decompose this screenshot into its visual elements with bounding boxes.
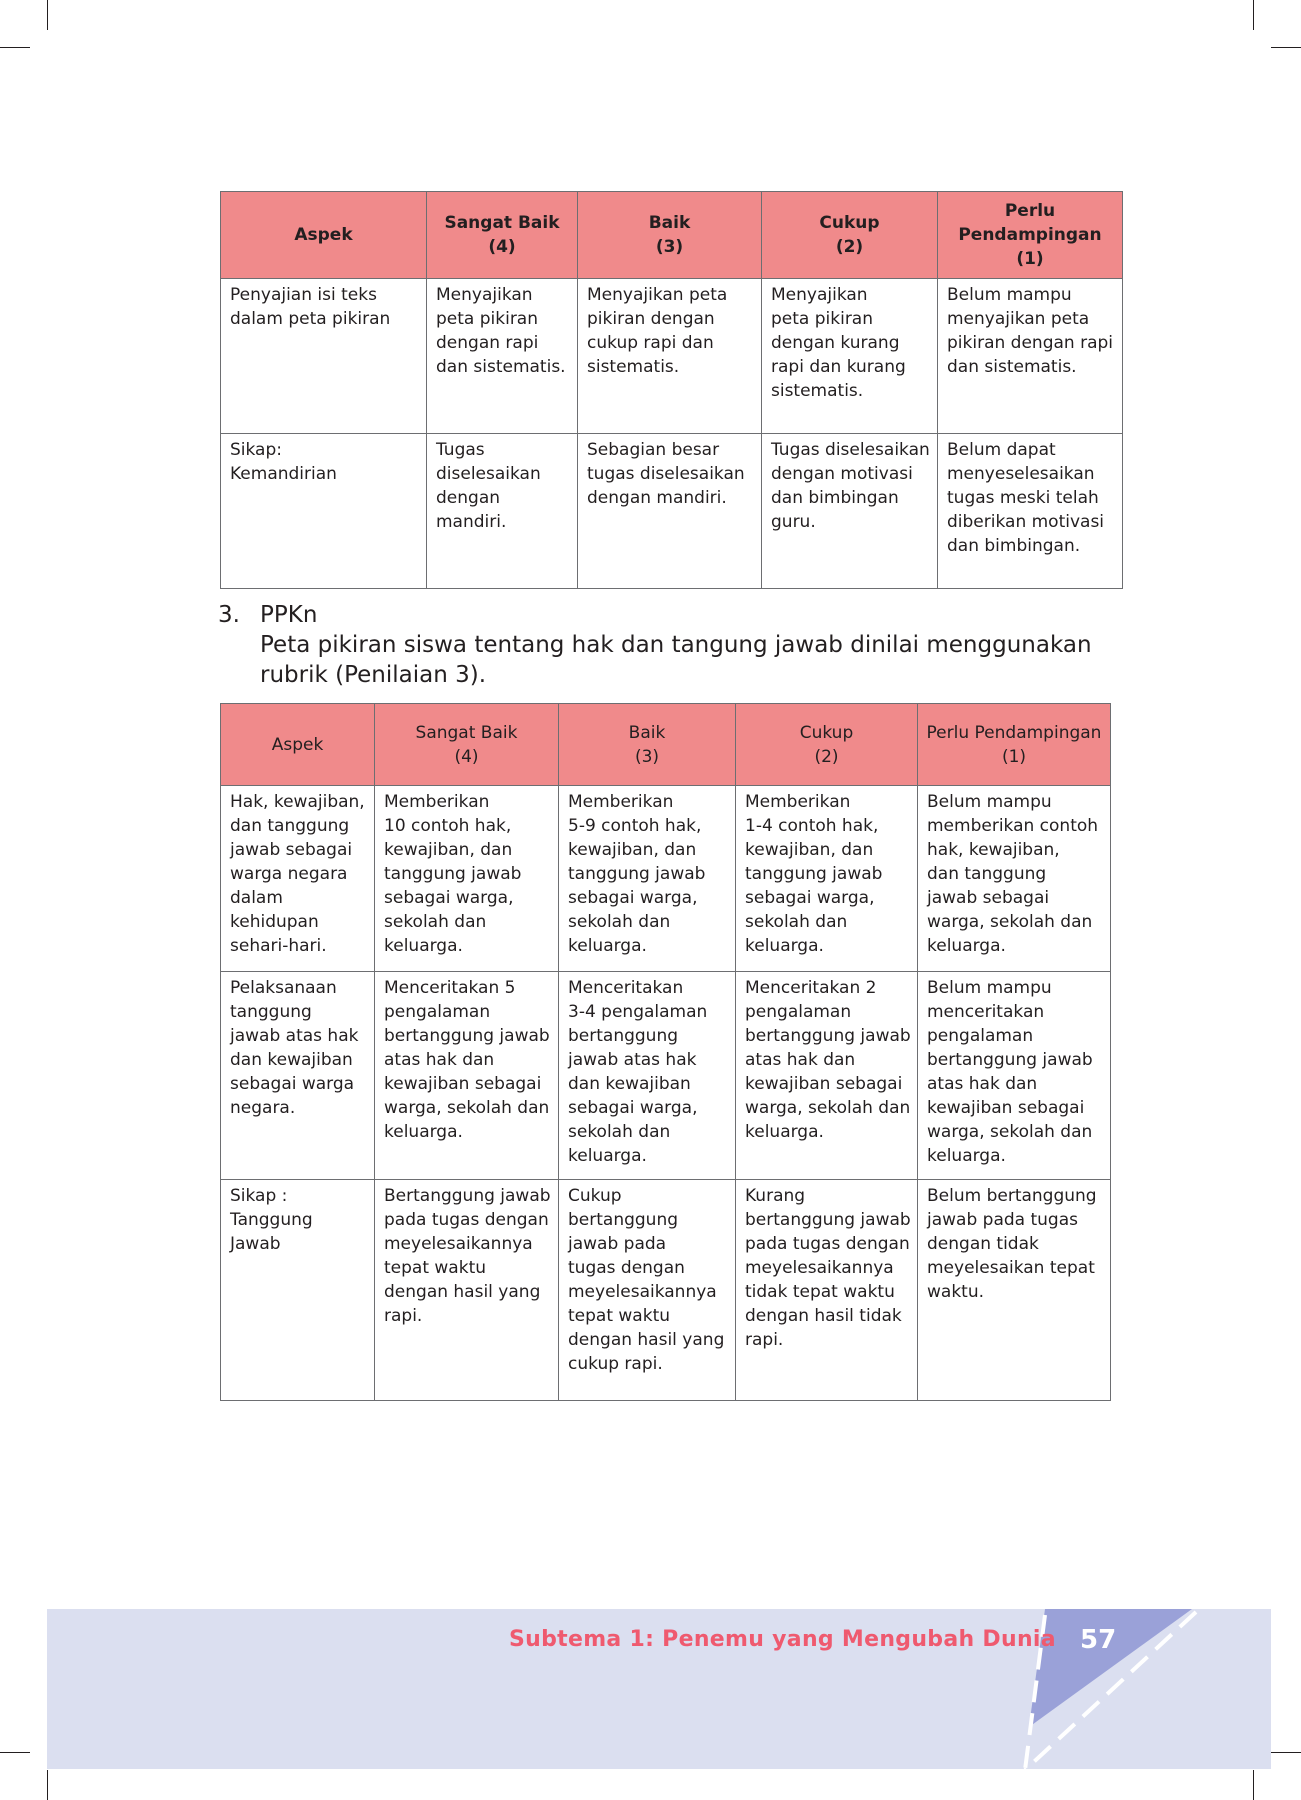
cell-text-line: menyajikan peta: [947, 309, 1090, 329]
cell-text-line: keluarga.: [384, 936, 463, 956]
cell-text-line: dalam peta pikiran: [230, 309, 391, 329]
cell-text-line: keluarga.: [927, 936, 1006, 956]
cell-text-line: mandiri.: [436, 512, 507, 532]
cell-text-line: sekolah dan: [568, 1122, 671, 1142]
cell-text-line: kewajiban, dan: [384, 840, 513, 860]
cell-text-line: warga, sekolah dan: [384, 1098, 550, 1118]
cell-text-line: kewajiban sebagai: [745, 1074, 903, 1094]
cell-text-line: keluarga.: [927, 1146, 1006, 1166]
cell-text-line: Belum bertanggung: [927, 1186, 1097, 1206]
cell-text-line: Kemandirian: [230, 464, 337, 484]
column-header-label: Cukup: [799, 722, 854, 743]
column-header-label: (2): [835, 237, 864, 257]
cell-text-line: Tanggung: [230, 1210, 313, 1230]
cell-text-line: Sikap :: [230, 1186, 288, 1206]
cell-text-line: cukup rapi dan: [587, 333, 714, 353]
cell-text-line: sebagai warga,: [568, 888, 698, 908]
cell-text-line: dengan: [436, 488, 501, 508]
cell-text-line: bertanggung jawab: [927, 1050, 1093, 1070]
cell-text-line: jawab pada: [568, 1234, 667, 1254]
cell-text-line: dan kewajiban: [568, 1074, 691, 1094]
cell-text-line: dengan kurang: [771, 333, 900, 353]
cell-text-line: jawab sebagai: [230, 840, 353, 860]
cell-text-line: pengalaman: [927, 1026, 1034, 1046]
column-header-label: Baik: [648, 213, 691, 233]
section-description-line: rubrik (Penilaian 3).: [260, 662, 487, 688]
cell-text-line: Menceritakan: [568, 978, 684, 998]
section-title: PPKn: [260, 602, 318, 628]
cell-text-line: atas hak dan: [927, 1074, 1038, 1094]
cell-text-line: rapi.: [384, 1306, 423, 1326]
cell-text-line: sebagai warga: [230, 1074, 355, 1094]
cell-text-line: atas hak dan: [745, 1050, 856, 1070]
cell-text-line: Menyajikan: [436, 285, 533, 305]
cell-text-line: dalam: [230, 888, 283, 908]
footer-subtitle: Subtema 1: Penemu yang Mengubah Dunia: [509, 1627, 1056, 1652]
cell-text-line: dan kewajiban: [230, 1050, 353, 1070]
cell-text-line: bertanggung: [568, 1026, 679, 1046]
cell-text-line: dengan hasil yang: [568, 1330, 725, 1350]
cell-text-line: diselesaikan: [436, 464, 541, 484]
cell-text-line: pada tugas dengan: [745, 1234, 910, 1254]
cell-text-line: sebagai warga,: [745, 888, 875, 908]
cell-text-line: sekolah dan: [568, 912, 671, 932]
cell-text-line: Penyajian isi teks: [230, 285, 377, 305]
cell-text-line: Menceritakan 2: [745, 978, 877, 998]
cell-text-line: tidak tepat waktu: [745, 1282, 895, 1302]
cell-text-line: Menceritakan 5: [384, 978, 516, 998]
cell-text-line: tanggung: [230, 1002, 312, 1022]
cell-text-line: pada tugas dengan: [384, 1210, 549, 1230]
column-header-label: (4): [488, 237, 516, 257]
cell-text-line: tugas meski telah: [947, 488, 1099, 508]
column-header-label: (2): [814, 746, 839, 767]
cell-text-line: pengalaman: [384, 1002, 491, 1022]
cell-text-line: Menyajikan: [771, 285, 868, 305]
cell-text-line: sistematis.: [771, 381, 864, 401]
cell-text-line: negara.: [230, 1098, 296, 1118]
cell-text-line: pengalaman: [745, 1002, 852, 1022]
column-header-label: Pendampingan: [958, 225, 1102, 245]
cell-text-line: sekolah dan: [384, 912, 487, 932]
cell-text-line: Pelaksanaan: [230, 978, 337, 998]
cell-text-line: menceritakan: [927, 1002, 1045, 1022]
cell-text-line: kehidupan: [230, 912, 319, 932]
cell-text-line: meyelesaikannya: [384, 1234, 533, 1254]
cell-text-line: dan tanggung: [230, 816, 350, 836]
cell-text-line: jawab atas hak: [230, 1026, 359, 1046]
column-header-label: (1): [1001, 746, 1027, 767]
cell-text-line: dan sistematis.: [947, 357, 1077, 377]
column-header-label: Perlu: [1004, 201, 1056, 221]
cell-text-line: meyelesaikan tepat: [927, 1258, 1095, 1278]
cell-text-line: tanggung jawab: [384, 864, 522, 884]
cell-text-line: Tugas: [436, 440, 485, 460]
cell-text-line: jawab sebagai: [927, 888, 1050, 908]
cell-text-line: Cukup: [568, 1186, 622, 1206]
cell-text-line: dengan motivasi: [771, 464, 913, 484]
column-header-label: Cukup: [819, 213, 880, 233]
cell-text-line: kewajiban, dan: [745, 840, 874, 860]
cell-text-line: meyelesaikannya: [745, 1258, 894, 1278]
column-header-label: Baik: [628, 722, 666, 743]
cell-text-line: dan tanggung: [927, 864, 1047, 884]
cell-text-line: Bertanggung jawab: [384, 1186, 551, 1206]
cell-text-line: bertanggung jawab: [384, 1026, 550, 1046]
cell-text-line: dengan hasil yang: [384, 1282, 541, 1302]
cell-text-line: rapi.: [745, 1330, 784, 1350]
cell-text-line: Belum dapat: [947, 440, 1056, 460]
cell-text-line: guru.: [771, 512, 816, 532]
cell-text-line: sebagai warga,: [568, 1098, 698, 1118]
cell-text-line: warga, sekolah dan: [745, 1098, 911, 1118]
cell-text-line: sebagai warga,: [384, 888, 514, 908]
cell-text-line: kewajiban sebagai: [384, 1074, 542, 1094]
cell-text-line: Belum mampu: [927, 792, 1052, 812]
column-header-label: Aspek: [271, 734, 324, 755]
column-header-label: Perlu Pendampingan: [926, 722, 1102, 743]
cell-text-line: meyelesaikannya: [568, 1282, 717, 1302]
cell-text-line: tepat waktu: [568, 1306, 671, 1326]
cell-text-line: dengan rapi: [436, 333, 539, 353]
cell-text-line: dan bimbingan: [771, 488, 899, 508]
cell-text-line: tanggung jawab: [568, 864, 706, 884]
cell-text-line: menyeselesaikan: [947, 464, 1095, 484]
section-description-line: Peta pikiran siswa tentang hak dan tangung jawab dinilai menggunakan: [260, 632, 1092, 658]
cell-text-line: cukup rapi.: [568, 1354, 663, 1374]
column-header-label: Sangat Baik: [415, 722, 518, 743]
cell-text-line: Jawab: [230, 1234, 281, 1254]
cell-text-line: Sebagian besar: [587, 440, 720, 460]
cell-text-line: peta pikiran: [436, 309, 538, 329]
cell-text-line: atas hak dan: [384, 1050, 495, 1070]
cell-text-line: Sikap:: [230, 440, 282, 460]
page-number: 57: [1080, 1625, 1117, 1655]
cell-text-line: Tugas diselesaikan: [771, 440, 930, 460]
cell-text-line: peta pikiran: [771, 309, 873, 329]
cell-text-line: sistematis.: [587, 357, 680, 377]
column-header-label: (3): [634, 746, 660, 767]
cell-text-line: keluarga.: [568, 936, 647, 956]
cell-text-line: rapi dan kurang: [771, 357, 906, 377]
column-header-label: (4): [454, 746, 479, 767]
cell-text-line: kewajiban sebagai: [927, 1098, 1085, 1118]
cell-text-line: keluarga.: [384, 1122, 463, 1142]
cell-text-line: Memberikan: [745, 792, 851, 812]
cell-text-line: tanggung jawab: [745, 864, 883, 884]
cell-text-line: 1-4 contoh hak,: [745, 816, 879, 836]
cell-text-line: diberikan motivasi: [947, 512, 1105, 532]
column-header-label: (1): [1016, 249, 1044, 269]
cell-text-line: Memberikan: [568, 792, 674, 812]
cell-text-line: dengan hasil tidak: [745, 1306, 902, 1326]
cell-text-line: dengan tidak: [927, 1234, 1039, 1254]
column-header-label: (3): [655, 237, 684, 257]
cell-text-line: pikiran dengan: [587, 309, 715, 329]
cell-text-line: Menyajikan peta: [587, 285, 728, 305]
cell-text-line: pikiran dengan rapi: [947, 333, 1113, 353]
cell-text-line: warga, sekolah dan: [927, 912, 1093, 932]
cell-text-line: hak, kewajiban,: [927, 840, 1060, 860]
cell-text-line: tugas diselesaikan: [587, 464, 745, 484]
cell-text-line: Kurang: [745, 1186, 806, 1206]
cell-text-line: kewajiban, dan: [568, 840, 697, 860]
cell-text-line: keluarga.: [745, 936, 824, 956]
column-header-label: Aspek: [294, 225, 353, 245]
cell-text-line: dan bimbingan.: [947, 536, 1081, 556]
cell-text-line: Hak, kewajiban,: [230, 792, 365, 812]
cell-text-line: Belum mampu: [927, 978, 1052, 998]
cell-text-line: dan sistematis.: [436, 357, 566, 377]
cell-text-line: Belum mampu: [947, 285, 1072, 305]
cell-text-line: bertanggung: [568, 1210, 679, 1230]
cell-text-line: 3-4 pengalaman: [568, 1002, 708, 1022]
cell-text-line: sehari-hari.: [230, 936, 327, 956]
cell-text-line: Memberikan: [384, 792, 490, 812]
section-number: 3.: [218, 602, 240, 628]
cell-text-line: jawab pada tugas: [927, 1210, 1078, 1230]
cell-text-line: jawab atas hak: [568, 1050, 697, 1070]
cell-text-line: bertanggung jawab: [745, 1210, 911, 1230]
cell-text-line: keluarga.: [568, 1146, 647, 1166]
cell-text-line: tepat waktu: [384, 1258, 487, 1278]
cell-text-line: 10 contoh hak,: [384, 816, 512, 836]
cell-text-line: keluarga.: [745, 1122, 824, 1142]
cell-text-line: dengan mandiri.: [587, 488, 727, 508]
cell-text-line: warga negara: [230, 864, 348, 884]
cell-text-line: sekolah dan: [745, 912, 848, 932]
cell-text-line: tugas dengan: [568, 1258, 685, 1278]
cell-text-line: 5-9 contoh hak,: [568, 816, 702, 836]
cell-text-line: bertanggung jawab: [745, 1026, 911, 1046]
cell-text-line: waktu.: [927, 1282, 985, 1302]
column-header-label: Sangat Baik: [444, 213, 560, 233]
cell-text-line: memberikan contoh: [927, 816, 1099, 836]
cell-text-line: warga, sekolah dan: [927, 1122, 1093, 1142]
